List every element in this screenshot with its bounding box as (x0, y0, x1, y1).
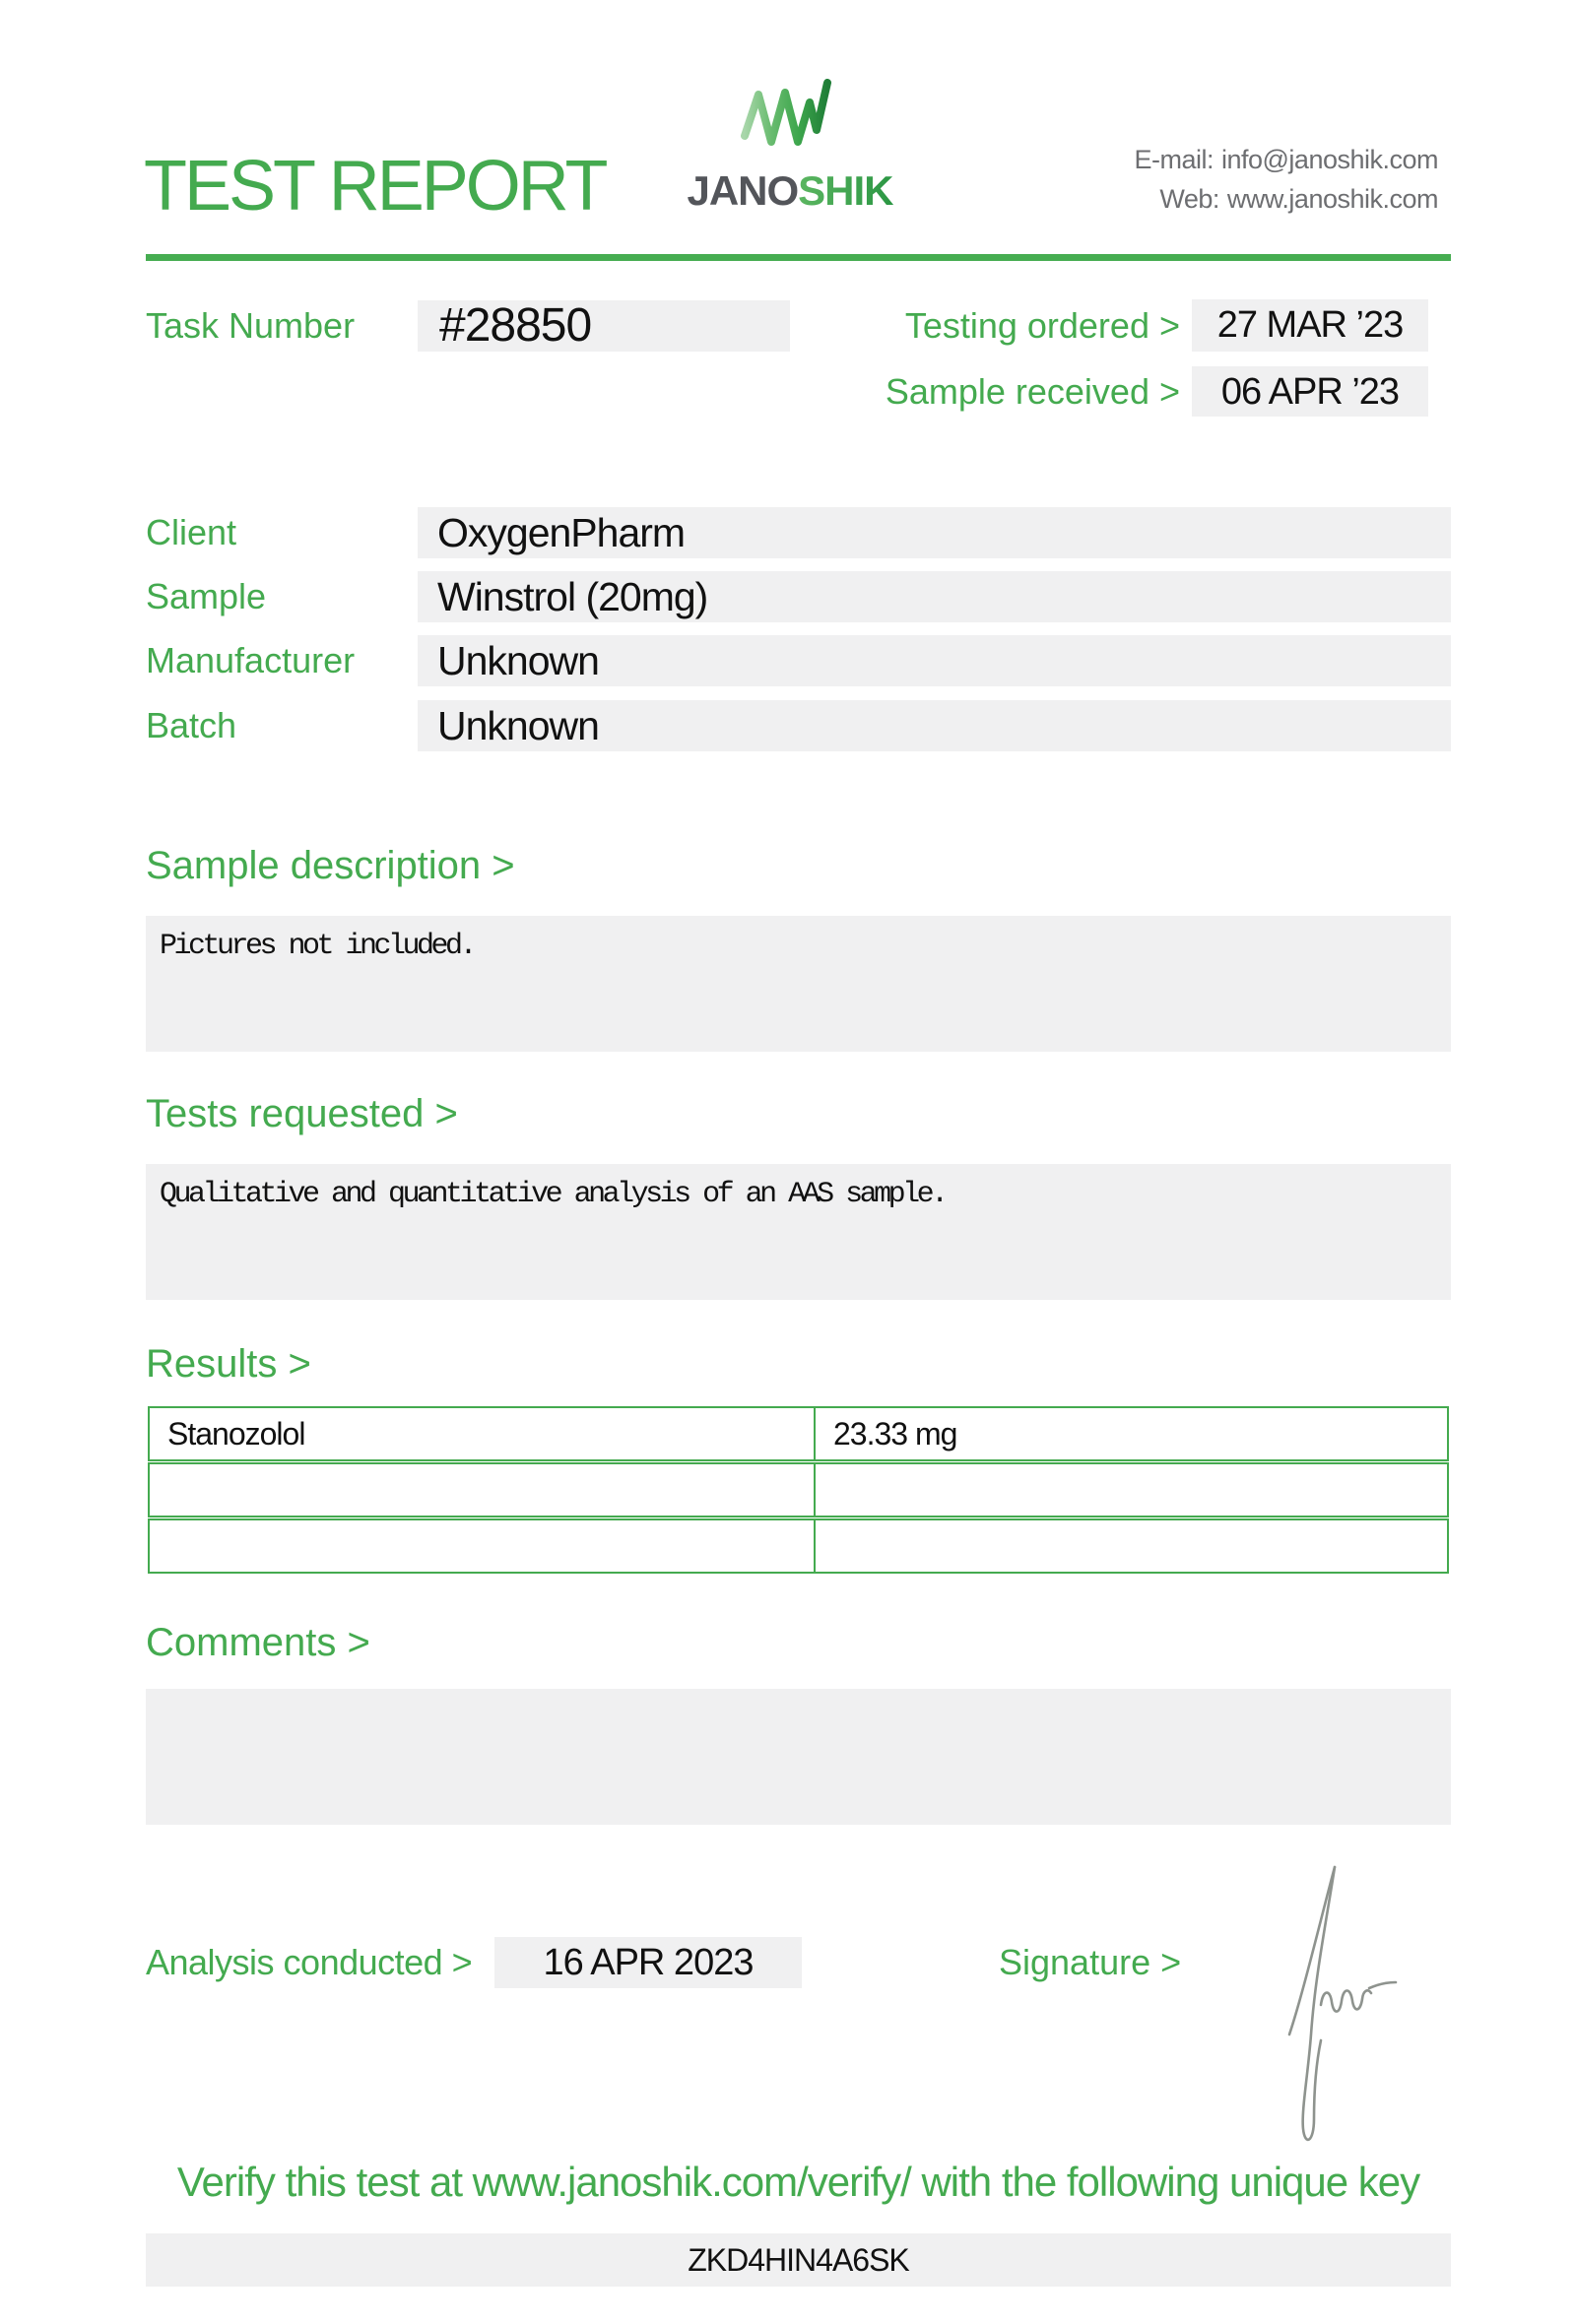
manufacturer-field (418, 635, 1451, 686)
sample-field (418, 571, 1451, 622)
brand-wordmark (672, 167, 908, 215)
sample-received-field (1192, 366, 1428, 417)
result-substance-cell (150, 1520, 816, 1572)
results-heading: Results > (146, 1342, 311, 1386)
result-amount-cell (816, 1464, 1447, 1516)
email-label: E-mail: (1134, 145, 1214, 174)
verify-instruction: Verify this test at www.janoshik.com/verify/ with the following unique key (176, 2159, 1420, 2205)
web-value: www.janoshik.com (1226, 184, 1438, 214)
client-value: OxygenPharm (437, 510, 686, 555)
testing-ordered-value: 27 MAR ’23 (1216, 304, 1404, 346)
header-divider (146, 254, 1451, 261)
sample-description-text: Pictures not included. (160, 930, 475, 963)
result-amount-cell (816, 1520, 1447, 1572)
contact-web-line (1134, 179, 1438, 219)
signature-handwritten-icon (1274, 1857, 1402, 2153)
brand-name-gray: JANO (687, 167, 799, 214)
batch-field (418, 700, 1451, 751)
sample-label: Sample (146, 576, 267, 616)
manufacturer-value: Unknown (437, 638, 599, 683)
result-amount-cell: 23.33 mg (833, 1416, 957, 1452)
task-number-label: Task Number (146, 305, 356, 346)
analysis-conducted-label: Analysis conducted > (146, 1942, 473, 1982)
batch-value: Unknown (437, 703, 599, 748)
tests-requested-heading: Tests requested > (146, 1092, 458, 1135)
task-number-value: #28850 (439, 299, 592, 352)
page-title: TEST REPORT (144, 147, 606, 226)
comments-heading: Comments > (146, 1621, 370, 1664)
sample-description-heading: Sample description > (146, 844, 515, 887)
verify-key-value: ZKD4HIN4A6SK (688, 2242, 909, 2278)
tests-requested-text: Qualitative and quantitative analysis of an AAS sample. (160, 1178, 946, 1211)
email-value: info@janoshik.com (1220, 145, 1438, 174)
testing-ordered-field (1192, 299, 1428, 352)
result-substance-cell: Stanozolol (150, 1408, 816, 1459)
analysis-date-value: 16 APR 2023 (543, 1942, 754, 1983)
comments-box (146, 1689, 1451, 1825)
growth-chart-icon (741, 79, 831, 161)
brand-name-green: SHIK (798, 167, 893, 214)
table-row (148, 1406, 1449, 1461)
result-substance-cell (150, 1464, 816, 1516)
comments-text (146, 1689, 1451, 1703)
task-number-field (418, 300, 790, 352)
sample-received-label: Sample received > (885, 371, 1180, 412)
sample-received-value: 06 APR ’23 (1220, 371, 1400, 413)
verify-key-field (146, 2233, 1451, 2287)
contact-block (1134, 140, 1438, 219)
analysis-date-field (494, 1937, 802, 1988)
results-table (148, 1406, 1449, 1575)
table-row (148, 1462, 1449, 1517)
signature-label: Signature > (999, 1942, 1182, 1982)
contact-email-line (1134, 140, 1438, 179)
client-label: Client (146, 512, 237, 552)
web-label: Web: (1159, 184, 1219, 214)
sample-value: Winstrol (20mg) (437, 574, 708, 619)
batch-label: Batch (146, 705, 237, 745)
manufacturer-label: Manufacturer (146, 640, 356, 680)
tests-requested-box (146, 1164, 1451, 1300)
testing-ordered-label: Testing ordered > (904, 305, 1180, 346)
table-row (148, 1518, 1449, 1574)
client-field (418, 507, 1451, 558)
sample-description-box (146, 916, 1451, 1052)
